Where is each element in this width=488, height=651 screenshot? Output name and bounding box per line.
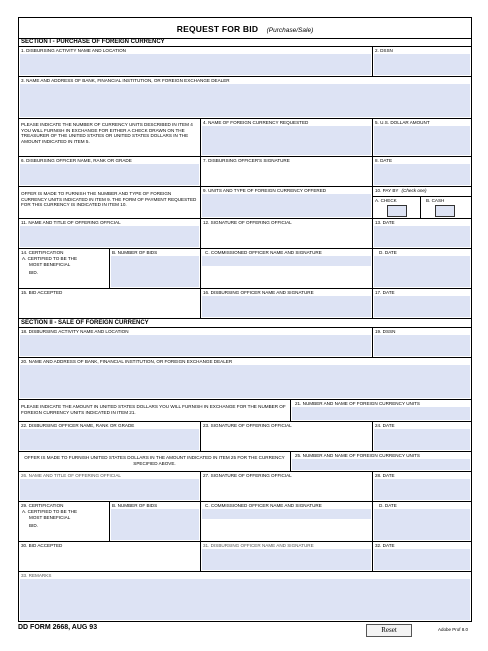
field-16-officer-signature[interactable] <box>201 289 373 319</box>
section-1-heading: SECTION I - PURCHASE OF FOREIGN CURRENCY <box>19 38 471 47</box>
field-15-bid-accepted[interactable] <box>19 289 201 319</box>
field-32-label: 32. DATE <box>375 543 395 548</box>
field-29c-label: C. COMMISSIONED OFFICER NAME AND SIGNATURE <box>205 503 322 508</box>
field-14d-input[interactable] <box>374 256 470 287</box>
field-30-bid-accepted[interactable] <box>19 542 201 572</box>
field-29d-input[interactable] <box>374 509 470 540</box>
field-32-date[interactable] <box>373 542 471 572</box>
field-31-officer-signature[interactable] <box>201 542 373 572</box>
field-18-activity-name[interactable] <box>19 328 373 358</box>
field-31-input[interactable] <box>202 549 371 570</box>
field-17-label: 17. DATE <box>375 290 395 295</box>
field-10-hint: (Check one) <box>401 188 427 193</box>
field-29a-label-3: BID. <box>29 523 38 528</box>
field-4-currency-requested[interactable] <box>201 119 373 157</box>
field-14b-input[interactable] <box>111 256 199 287</box>
field-11-offering-official-name[interactable] <box>19 219 201 249</box>
field-10b-cash[interactable] <box>421 196 471 218</box>
field-25-label: 25. NUMBER AND NAME OF FOREIGN CURRENCY UNITS <box>295 453 420 458</box>
field-10a-check[interactable] <box>373 196 421 218</box>
section-2-heading: SECTION II - SALE OF FOREIGN CURRENCY <box>19 319 471 328</box>
field-20-label: 20. NAME AND ADDRESS OF BANK, FINANCIAL INSTITUTION, OR FOREIGN EXCHANGE DEALER <box>21 359 233 364</box>
field-14b-label: B. NUMBER OF BIDS <box>112 250 158 255</box>
field-14c-input[interactable] <box>202 256 371 266</box>
field-24-date[interactable] <box>373 422 471 452</box>
field-5-dollar-amount[interactable] <box>373 119 471 157</box>
instruction-item-25-text: OFFER IS MADE TO FURNISH UNITED STATES DOLLARS IN THE AMOUNT INDICATED IN ITEM 25 FOR THE CURRENCY SPECIFIED ABOVE. <box>24 455 285 466</box>
field-24-input[interactable] <box>374 429 470 450</box>
field-1-activity-name[interactable] <box>19 47 373 77</box>
form-title-main: REQUEST FOR BID <box>176 24 259 34</box>
field-10-label-text: 10. PAY BY <box>375 188 399 193</box>
field-29d-label: D. DATE <box>379 503 397 508</box>
field-9-units-offered[interactable] <box>201 187 373 219</box>
field-11-input[interactable] <box>20 226 199 247</box>
field-14d-date[interactable] <box>373 249 471 289</box>
field-8-label: 8. DATE <box>375 158 393 163</box>
field-16-input[interactable] <box>202 296 371 317</box>
field-14-label: 14. CERTIFICATION <box>21 250 64 255</box>
field-21-label: 21. NUMBER AND NAME OF FOREIGN CURRENCY UNITS <box>295 401 420 406</box>
field-13-date[interactable] <box>373 219 471 249</box>
field-33-label: 33. REMARKS <box>21 573 52 578</box>
field-28-label: 28. DATE <box>375 473 395 478</box>
field-22-officer-name[interactable] <box>19 422 201 452</box>
field-29b-label: B. NUMBER OF BIDS <box>112 503 158 508</box>
field-14c-commissioned-officer[interactable] <box>201 249 373 289</box>
field-2-dssn[interactable] <box>373 47 471 77</box>
field-1-input[interactable] <box>20 54 371 75</box>
instruction-item-25 <box>19 452 291 472</box>
field-9-label: 9. UNITS AND TYPE OF FOREIGN CURRENCY OFFERED <box>203 188 327 193</box>
field-4-input[interactable] <box>202 126 371 155</box>
field-2-input[interactable] <box>374 54 470 75</box>
field-29a-label-2: MOST BENEFICIAL <box>29 515 71 520</box>
field-21-input[interactable] <box>292 407 470 420</box>
field-6-label: 6. DISBURSING OFFICER NAME, RANK OR GRADE <box>21 158 132 163</box>
field-3-input[interactable] <box>20 84 470 117</box>
field-11-label: 11. NAME AND TITLE OF OFFERING OFFICIAL <box>21 220 121 225</box>
field-10b-label: B. CASH <box>426 198 445 203</box>
field-18-input[interactable] <box>20 335 371 356</box>
field-22-input[interactable] <box>20 429 199 450</box>
field-14c-label: C. COMMISSIONED OFFICER NAME AND SIGNATURE <box>205 250 322 255</box>
instruction-item-4-text: PLEASE INDICATE THE NUMBER OF CURRENCY UNITS DESCRIBED IN ITEM 4 YOU WILL FURNISH IN EXCHANGE FOR EITHER A CHECK DRAWN ON THE TREASURER OF THE UNITED STATES OR UNITED STATES DOLLARS IN THE AMOUNT INDICATED IN ITEM 5. <box>21 122 193 144</box>
field-16-label: 16. DISBURSING OFFICER NAME AND SIGNATURE <box>203 290 314 295</box>
request-for-bid-form <box>18 17 472 622</box>
field-2-label: 2. DSSN <box>375 48 393 53</box>
field-17-input[interactable] <box>374 296 470 317</box>
field-10-label <box>375 188 427 194</box>
field-4-label: 4. NAME OF FOREIGN CURRENCY REQUESTED <box>203 120 309 125</box>
field-29a-label: A. CERTIFIED TO BE THE <box>22 509 78 514</box>
instruction-item-21 <box>19 400 291 422</box>
field-3-bank-address[interactable] <box>19 77 471 119</box>
field-28-input[interactable] <box>374 479 470 500</box>
field-24-label: 24. DATE <box>375 423 395 428</box>
field-7-label: 7. DISBURSING OFFICER'S SIGNATURE <box>203 158 290 163</box>
field-19-input[interactable] <box>374 335 470 356</box>
field-32-input[interactable] <box>374 549 470 570</box>
field-12-label: 12. SIGNATURE OF OFFERING OFFICIAL <box>203 220 292 225</box>
field-14-certification <box>19 249 110 289</box>
field-14b-number-of-bids[interactable] <box>110 249 201 289</box>
reset-button[interactable]: Reset <box>366 624 412 637</box>
form-number: DD FORM 2668, AUG 93 <box>18 624 98 631</box>
field-29c-commissioned-officer[interactable] <box>201 502 373 542</box>
instruction-item-4 <box>19 119 201 157</box>
field-30-label: 30. BID ACCEPTED <box>21 543 63 548</box>
field-5-input[interactable] <box>374 126 470 155</box>
field-19-dssn[interactable] <box>373 328 471 358</box>
field-8-input[interactable] <box>374 164 470 185</box>
field-29-label: 29. CERTIFICATION <box>21 503 64 508</box>
field-14a-label-2: MOST BENEFICIAL <box>29 262 71 267</box>
field-29b-input[interactable] <box>111 509 199 540</box>
field-26-input[interactable] <box>20 479 199 500</box>
field-18-label: 18. DISBURSING ACTIVITY NAME AND LOCATION <box>21 329 129 334</box>
field-6-officer-name[interactable] <box>19 157 201 187</box>
instruction-item-9 <box>19 187 201 219</box>
field-14a-label: A. CERTIFIED TO BE THE <box>22 256 78 261</box>
check-checkbox[interactable] <box>387 205 407 217</box>
field-33-remarks[interactable] <box>19 572 471 621</box>
producer-note: Adobe Prof 8.0 <box>438 627 469 632</box>
field-12-offering-official-signature[interactable] <box>201 219 373 249</box>
field-25-input[interactable] <box>292 459 470 470</box>
field-17-date[interactable] <box>373 289 471 319</box>
form-title-sub: (Purchase/Sale) <box>266 27 314 34</box>
field-22-label: 22. DISBURSING OFFICER NAME, RANK OR GRADE <box>21 423 135 428</box>
field-10a-label: A. CHECK <box>375 198 397 203</box>
field-1-label: 1. DISBURSING ACTIVITY NAME AND LOCATION <box>21 48 126 53</box>
field-29c-input[interactable] <box>202 509 371 519</box>
instruction-item-9-text: OFFER IS MADE TO FURNISH THE NUMBER AND TYPE OF FOREIGN CURRENCY UNITS INDICATED IN ITEM 9. THE FORM OF PAYMENT REQUESTED FOR THIS CURRENCY IS INDICATED IN ITEM 10. <box>21 191 197 208</box>
field-26-offering-official-name[interactable] <box>19 472 201 502</box>
form-title <box>19 18 471 39</box>
field-9-input[interactable] <box>202 194 371 217</box>
field-25-currency-units[interactable] <box>291 452 471 472</box>
field-8-date[interactable] <box>373 157 471 187</box>
field-23-label: 23. SIGNATURE OF OFFERING OFFICIAL <box>203 423 292 428</box>
field-23-offering-official-signature[interactable] <box>201 422 373 452</box>
field-15-label: 15. BID ACCEPTED <box>21 290 63 295</box>
field-20-input[interactable] <box>20 365 470 398</box>
field-7-officer-signature[interactable] <box>201 157 373 187</box>
field-20-bank-address[interactable] <box>19 358 471 400</box>
cash-checkbox[interactable] <box>435 205 455 217</box>
field-19-label: 19. DSSN <box>375 329 396 334</box>
field-14a-label-3: BID. <box>29 270 38 275</box>
field-28-date[interactable] <box>373 472 471 502</box>
field-27-offering-official-signature[interactable] <box>201 472 373 502</box>
field-14d-label: D. DATE <box>379 250 397 255</box>
field-29d-date[interactable] <box>373 502 471 542</box>
field-31-label: 31. DISBURSING OFFICER NAME AND SIGNATURE <box>203 543 314 548</box>
field-29-certification <box>19 502 110 542</box>
field-21-currency-units[interactable] <box>291 400 471 422</box>
instruction-item-21-text: PLEASE INDICATE THE AMOUNT IN UNITED STATES DOLLARS YOU WILL FURNISH IN EXCHANGE FOR THE NUMBER OF FOREIGN CURRENCY UNITS INDICATED IN ITEM 21. <box>21 404 286 415</box>
field-13-label: 13. DATE <box>375 220 395 225</box>
field-5-label: 5. U.S. DOLLAR AMOUNT <box>375 120 430 125</box>
field-3-label: 3. NAME AND ADDRESS OF BANK, FINANCIAL INSTITUTION, OR FOREIGN EXCHANGE DEALER <box>21 78 230 83</box>
field-13-input[interactable] <box>374 226 470 247</box>
field-26-label: 26. NAME AND TITLE OF OFFERING OFFICIAL <box>21 473 121 478</box>
field-29b-number-of-bids[interactable] <box>110 502 201 542</box>
field-10-pay-by <box>373 187 471 219</box>
field-6-input[interactable] <box>20 164 199 185</box>
field-27-label: 27. SIGNATURE OF OFFERING OFFICIAL <box>203 473 292 478</box>
field-33-input[interactable] <box>20 579 470 620</box>
